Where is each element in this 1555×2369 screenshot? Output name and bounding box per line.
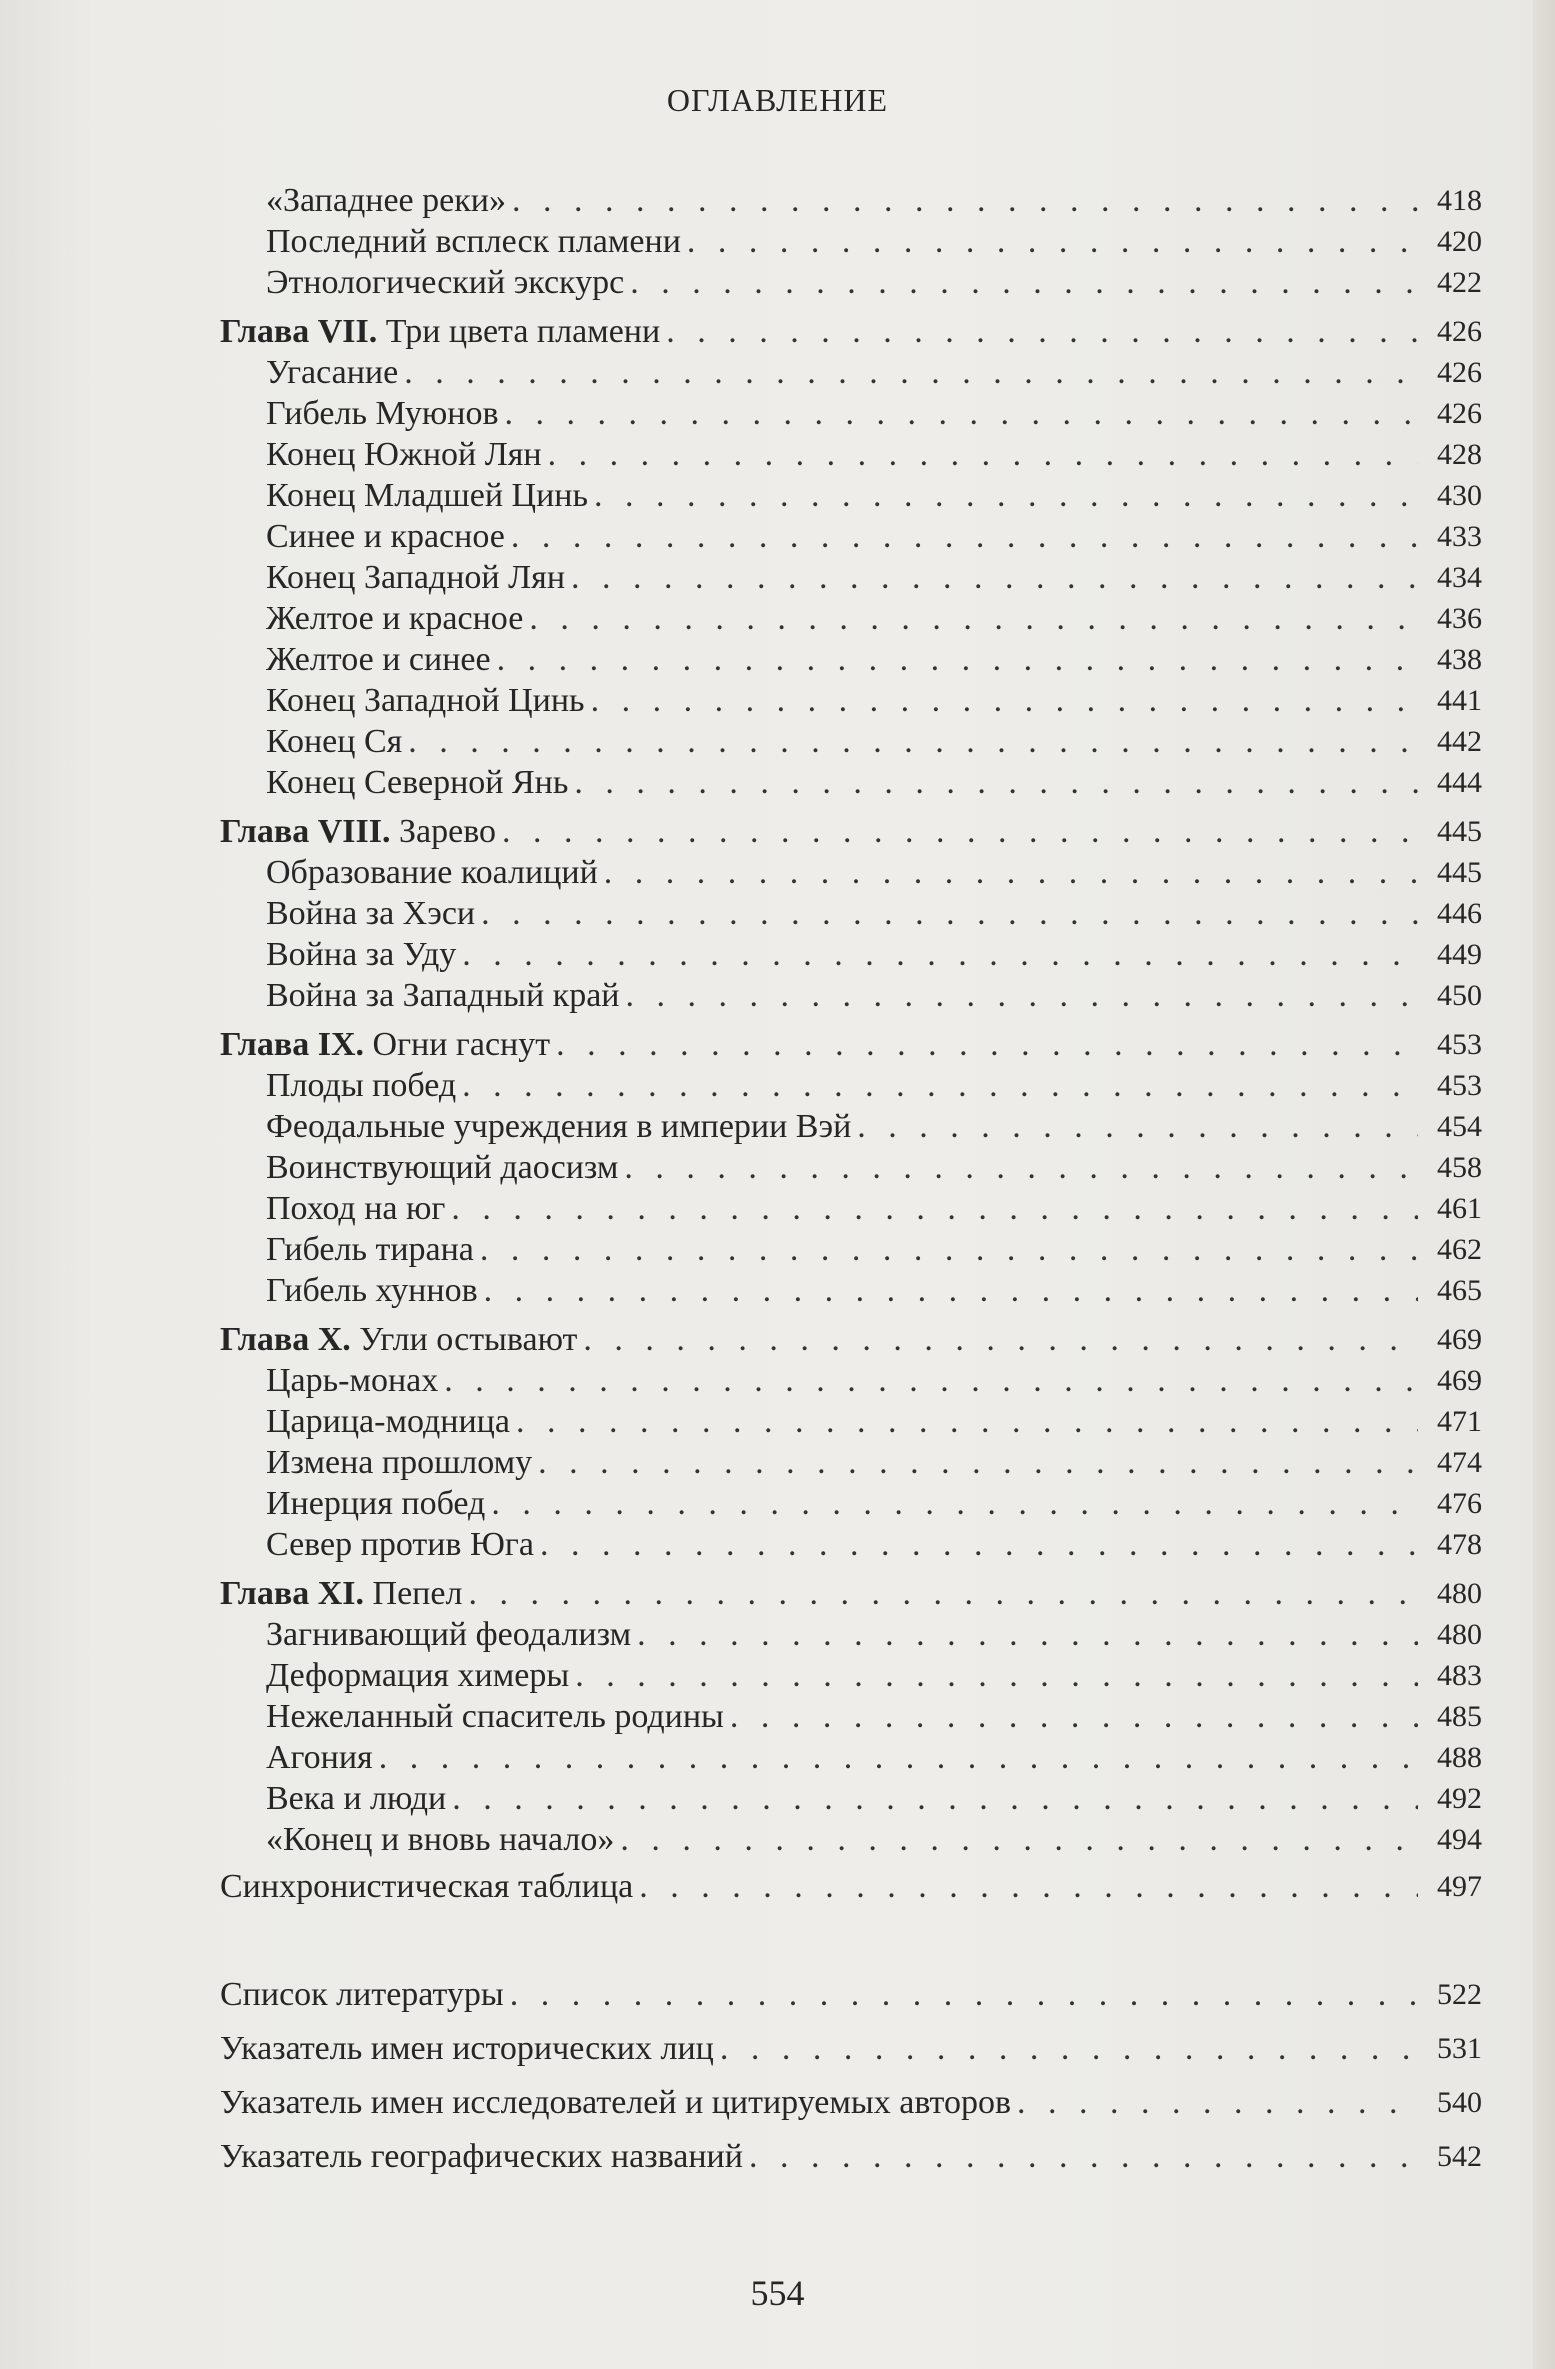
toc-entry-title: [266, 1819, 620, 1860]
toc-entry: [220, 1065, 1482, 1106]
entry-text: Конец Западной Цинь: [266, 682, 585, 719]
toc-page-number: 522: [1437, 1978, 1482, 2011]
toc-entry-title: [266, 221, 687, 262]
dot-leader: [529, 598, 1418, 639]
entry-text: Указатель имен исторических лиц: [220, 2030, 714, 2067]
toc-entry-title: [266, 639, 497, 680]
toc-entry-title: [266, 934, 462, 975]
toc-entry-title: [266, 598, 529, 639]
dot-leader: [480, 1229, 1418, 1270]
dot-leader: [510, 1968, 1418, 2022]
entry-text: «Западнее реки»: [266, 182, 506, 219]
toc-page-number: 542: [1437, 2140, 1482, 2173]
entry-text: Поход на юг: [266, 1190, 446, 1227]
toc-entry: [220, 2130, 1482, 2184]
toc-entry-title: [266, 762, 574, 803]
toc-chapter-entry: [220, 811, 1482, 852]
entry-text: Последний всплеск пламени: [266, 223, 681, 260]
table-of-contents: [220, 180, 1482, 2184]
toc-entry-title: [266, 557, 571, 598]
toc-page-number: 462: [1437, 1233, 1482, 1266]
toc-entry: [220, 1778, 1482, 1819]
dot-leader: [591, 680, 1418, 721]
dot-leader: [1017, 2076, 1418, 2130]
dot-leader: [516, 1401, 1418, 1442]
dot-leader: [548, 434, 1418, 475]
toc-entry: [220, 1442, 1482, 1483]
toc-entry-title: [266, 1401, 516, 1442]
toc-page-number: 469: [1437, 1323, 1482, 1356]
dot-leader: [604, 852, 1418, 893]
toc-page-number: 422: [1437, 266, 1482, 299]
toc-page-number: 441: [1437, 684, 1482, 717]
toc-chapter-entry: [220, 1024, 1482, 1065]
dot-leader: [637, 1614, 1418, 1655]
dot-leader: [574, 762, 1418, 803]
toc-entry: [220, 893, 1482, 934]
entry-text: Огни гаснут: [372, 1026, 551, 1063]
toc-entry: [220, 639, 1482, 680]
toc-entry: [220, 721, 1482, 762]
toc-entry: [220, 852, 1482, 893]
entry-text: Север против Юга: [266, 1526, 534, 1563]
entry-text: Война за Уду: [266, 936, 457, 973]
entry-text: Феодальные учреждения в империи Вэй: [266, 1108, 852, 1145]
dot-leader: [408, 721, 1418, 762]
dot-leader: [730, 1696, 1418, 1737]
entry-text: Гибель хуннов: [266, 1272, 478, 1309]
toc-page-number: 469: [1437, 1364, 1482, 1397]
toc-entry-title: [266, 1360, 444, 1401]
toc-entry: [220, 598, 1482, 639]
toc-entry-title: [220, 311, 666, 352]
toc-entry: [220, 2076, 1482, 2130]
toc-page-number: 494: [1437, 1823, 1482, 1856]
chapter-label: Глава VII.: [220, 313, 378, 350]
dot-leader: [484, 1270, 1418, 1311]
dot-leader: [556, 1024, 1418, 1065]
toc-entry: [220, 934, 1482, 975]
toc-page-number: 445: [1437, 856, 1482, 889]
dot-leader: [749, 2130, 1418, 2184]
dot-leader: [444, 1360, 1418, 1401]
toc-page-number: 442: [1437, 725, 1482, 758]
toc-page-number: 454: [1437, 1110, 1482, 1143]
dot-leader: [451, 1188, 1418, 1229]
toc-page-number: 428: [1437, 438, 1482, 471]
entry-text: Гибель тирана: [266, 1231, 474, 1268]
toc-page-number: 426: [1437, 356, 1482, 389]
toc-entry-title: [266, 262, 630, 303]
entry-text: Конец Ся: [266, 723, 403, 760]
entry-text: Синее и красное: [266, 518, 505, 555]
toc-page-number: 434: [1437, 561, 1482, 594]
entry-text: «Конец и вновь начало»: [266, 1821, 615, 1858]
toc-page-number: 445: [1437, 815, 1482, 848]
toc-entry-title: [220, 811, 502, 852]
toc-page-number: 488: [1437, 1741, 1482, 1774]
entry-text: Список литературы: [220, 1976, 504, 2013]
toc-page-number: 480: [1437, 1618, 1482, 1651]
entry-text: Конец Младшей Цинь: [266, 477, 588, 514]
toc-page-number: 426: [1437, 315, 1482, 348]
toc-entry: [220, 680, 1482, 721]
entry-text: Деформация химеры: [266, 1657, 570, 1694]
toc-page-number: 471: [1437, 1405, 1482, 1438]
dot-leader: [538, 1442, 1418, 1483]
toc-page-number: 450: [1437, 979, 1482, 1012]
chapter-label: Глава XI.: [220, 1575, 365, 1612]
toc-page-number: 453: [1437, 1028, 1482, 1061]
page-edge: [1533, 0, 1555, 2369]
toc-entry: [220, 1968, 1482, 2022]
toc-entry: [220, 1401, 1482, 1442]
entry-text: Война за Хэси: [266, 895, 476, 932]
toc-entry-title: [220, 1968, 510, 2022]
page-number: 554: [750, 2273, 805, 2313]
entry-text: Этнологический экскурс: [266, 264, 625, 301]
toc-entry-title: [266, 1737, 379, 1778]
toc-entry: [220, 762, 1482, 803]
toc-page-number: 474: [1437, 1446, 1482, 1479]
toc-entry-title: [220, 2022, 720, 2076]
toc-entry: [220, 180, 1482, 221]
toc-entry-title: [266, 1270, 484, 1311]
dot-leader: [583, 1319, 1418, 1360]
toc-entry: [220, 1360, 1482, 1401]
toc-page-number: 497: [1437, 1870, 1482, 1903]
dot-leader: [594, 475, 1418, 516]
toc-entry: [220, 975, 1482, 1016]
toc-entry-title: [220, 1573, 468, 1614]
toc-page-number: 480: [1437, 1577, 1482, 1610]
entry-text: Три цвета пламени: [385, 313, 661, 350]
toc-entry-title: [266, 1778, 452, 1819]
running-header: ОГЛАВЛЕНИЕ: [666, 82, 889, 118]
toc-entry-title: [220, 2076, 1017, 2130]
dot-leader: [625, 975, 1418, 1016]
dot-leader: [511, 516, 1418, 557]
dot-leader: [639, 1860, 1418, 1914]
dot-leader: [720, 2022, 1418, 2076]
toc-entry: [220, 221, 1482, 262]
toc-entry-title: [220, 1319, 583, 1360]
toc-page-number: 446: [1437, 897, 1482, 930]
entry-text: Конец Западной Лян: [266, 559, 566, 596]
toc-entry: [220, 1106, 1482, 1147]
entry-text: Желтое и красное: [266, 600, 524, 637]
dot-leader: [452, 1778, 1418, 1819]
dot-leader: [512, 180, 1418, 221]
toc-entry: [220, 1737, 1482, 1778]
toc-entry: [220, 516, 1482, 557]
entry-text: Конец Северной Янь: [266, 764, 569, 801]
entry-text: Синхронистическая таблица: [220, 1868, 634, 1905]
entry-text: Указатель географических названий: [220, 2138, 743, 2175]
toc-entry-title: [266, 975, 625, 1016]
toc-entry-title: [220, 1860, 639, 1914]
toc-entry-title: [266, 1524, 540, 1565]
chapter-label: Глава VIII.: [220, 813, 391, 850]
toc-entry: [220, 434, 1482, 475]
toc-page-number: 476: [1437, 1487, 1482, 1520]
entry-text: Века и люди: [266, 1780, 447, 1817]
toc-entry: [220, 1655, 1482, 1696]
toc-entry-title: [266, 1442, 538, 1483]
toc-page-number: 420: [1437, 225, 1482, 258]
toc-entry: [220, 1483, 1482, 1524]
toc-entry-title: [266, 352, 404, 393]
dot-leader: [687, 221, 1418, 262]
toc-page-number: 492: [1437, 1782, 1482, 1815]
toc-entry-title: [266, 1483, 491, 1524]
toc-page-number: 436: [1437, 602, 1482, 635]
toc-entry-title: [266, 1106, 857, 1147]
dot-leader: [462, 1065, 1418, 1106]
entry-text: Угли остывают: [359, 1321, 578, 1358]
chapter-label: Глава IX.: [220, 1026, 365, 1063]
toc-page-number: 485: [1437, 1700, 1482, 1733]
toc-page-number: 478: [1437, 1528, 1482, 1561]
toc-entry: [220, 1860, 1482, 1914]
toc-entry: [220, 1270, 1482, 1311]
toc-entry: [220, 1229, 1482, 1270]
entry-text: Плоды побед: [266, 1067, 457, 1104]
toc-entry: [220, 557, 1482, 598]
toc-page-number: 438: [1437, 643, 1482, 676]
entry-text: Угасание: [266, 354, 399, 391]
entry-text: Загнивающий феодализм: [266, 1616, 632, 1653]
dot-leader: [571, 557, 1418, 598]
entry-text: Инерция побед: [266, 1485, 486, 1522]
entry-text: Желтое и синее: [266, 641, 491, 678]
toc-entry-title: [266, 721, 408, 762]
toc-entry: [220, 262, 1482, 303]
toc-entry-title: [266, 1147, 624, 1188]
dot-leader: [630, 262, 1418, 303]
entry-text: Война за Западный край: [266, 977, 620, 1014]
dot-leader: [404, 352, 1418, 393]
dot-leader: [505, 393, 1418, 434]
dot-leader: [481, 893, 1418, 934]
dot-leader: [620, 1819, 1418, 1860]
toc-entry: [220, 1614, 1482, 1655]
entry-text: Царица-модница: [266, 1403, 510, 1440]
entry-text: Агония: [266, 1739, 373, 1776]
toc-entry-title: [266, 1065, 462, 1106]
toc-entry-title: [220, 1024, 556, 1065]
toc-page-number: 531: [1437, 2032, 1482, 2065]
toc-entry: [220, 2022, 1482, 2076]
toc-entry-title: [266, 1614, 637, 1655]
dot-leader: [462, 934, 1418, 975]
toc-entry-title: [266, 434, 548, 475]
dot-leader: [379, 1737, 1418, 1778]
toc-entry-title: [266, 1229, 480, 1270]
toc-entry-title: [266, 1188, 451, 1229]
toc-page-number: 453: [1437, 1069, 1482, 1102]
dot-leader: [491, 1483, 1418, 1524]
entry-text: Указатель имен исследователей и цитируемых авторов: [220, 2084, 1011, 2121]
dot-leader: [540, 1524, 1418, 1565]
toc-entry: [220, 1819, 1482, 1860]
toc-entry-title: [266, 852, 604, 893]
entry-text: Образование коалиций: [266, 854, 598, 891]
toc-entry: [220, 1524, 1482, 1565]
toc-entry: [220, 1696, 1482, 1737]
dot-leader: [497, 639, 1418, 680]
toc-page-number: 426: [1437, 397, 1482, 430]
chapter-label: Глава X.: [220, 1321, 351, 1358]
toc-entry-title: [266, 1655, 575, 1696]
toc-entry-title: [266, 180, 512, 221]
entry-text: Измена прошлому: [266, 1444, 533, 1481]
toc-entry-title: [266, 393, 505, 434]
toc-chapter-entry: [220, 1573, 1482, 1614]
toc-entry: [220, 1147, 1482, 1188]
toc-entry-title: [266, 680, 591, 721]
entry-text: Воинствующий даосизм: [266, 1149, 619, 1186]
toc-entry-title: [266, 475, 594, 516]
toc-page-number: 418: [1437, 184, 1482, 217]
toc-page-number: 465: [1437, 1274, 1482, 1307]
entry-text: Нежеланный спаситель родины: [266, 1698, 724, 1735]
dot-leader: [468, 1573, 1418, 1614]
toc-page-number: 483: [1437, 1659, 1482, 1692]
dot-leader: [857, 1106, 1418, 1147]
toc-entry-title: [266, 516, 511, 557]
dot-leader: [666, 311, 1418, 352]
dot-leader: [502, 811, 1418, 852]
toc-entry: [220, 393, 1482, 434]
toc-page-number: 444: [1437, 766, 1482, 799]
entry-text: Конец Южной Лян: [266, 436, 542, 473]
toc-page-number: 461: [1437, 1192, 1482, 1225]
toc-chapter-entry: [220, 311, 1482, 352]
dot-leader: [624, 1147, 1418, 1188]
dot-leader: [575, 1655, 1418, 1696]
toc-page-number: 430: [1437, 479, 1482, 512]
toc-entry-title: [220, 2130, 749, 2184]
entry-text: Гибель Муюнов: [266, 395, 499, 432]
toc-page-number: 433: [1437, 520, 1482, 553]
toc-page-number: 458: [1437, 1151, 1482, 1184]
toc-entry: [220, 1188, 1482, 1229]
toc-entry: [220, 475, 1482, 516]
toc-page-number: 540: [1437, 2086, 1482, 2119]
entry-text: Пепел: [372, 1575, 463, 1612]
toc-entry: [220, 352, 1482, 393]
entry-text: Зарево: [398, 813, 497, 850]
entry-text: Царь-монах: [266, 1362, 439, 1399]
toc-page-number: 449: [1437, 938, 1482, 971]
toc-entry-title: [266, 893, 481, 934]
toc-chapter-entry: [220, 1319, 1482, 1360]
toc-entry-title: [266, 1696, 730, 1737]
